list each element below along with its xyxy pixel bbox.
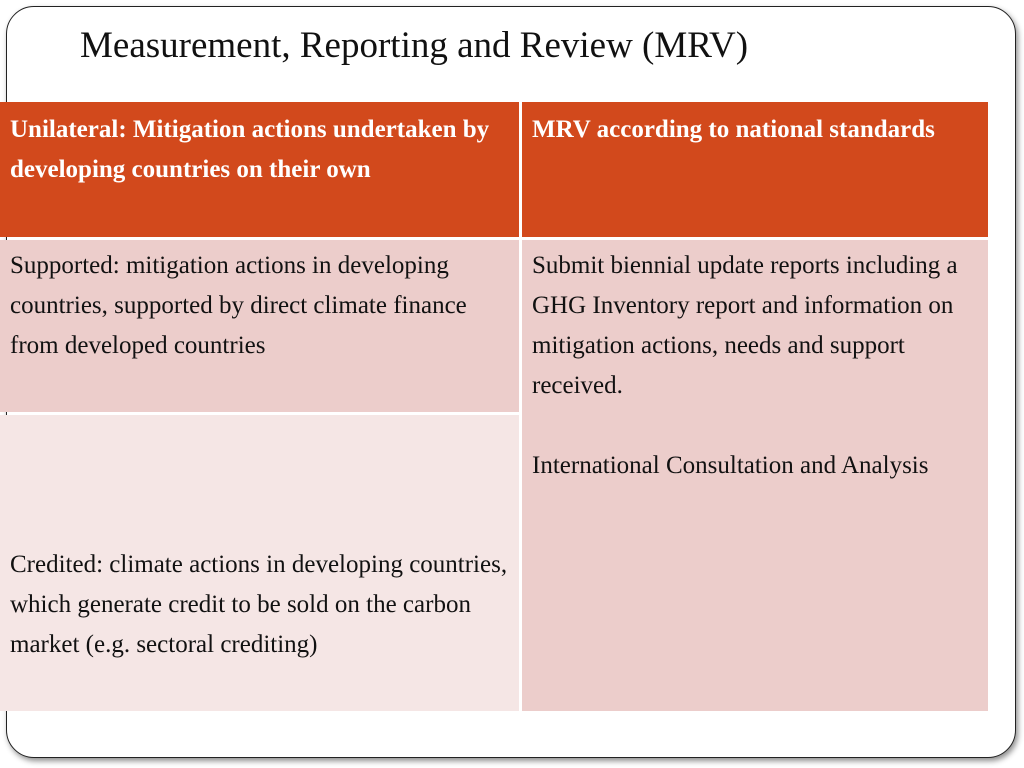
- mrv-biennial-reports-text: Submit biennial update reports including a GHG Inventory report and information on mitigation actions, needs and support received.: [532, 252, 958, 399]
- slide-title: Measurement, Reporting and Review (MRV): [80, 25, 749, 66]
- table-header-mrv-standards: MRV according to national standards: [522, 102, 988, 237]
- mrv-ica-text: International Consultation and Analysis: [532, 452, 929, 479]
- paragraph-gap: [532, 406, 978, 446]
- table-cell-mrv-requirements: [522, 240, 988, 711]
- table-header-unilateral: Unilateral: Mitigation actions undertaken by developing countries on their own: [0, 102, 519, 237]
- table-cell-credited: Credited: climate actions in developing countries, which generate credit to be sold on the carbon market (e.g. sectoral crediting): [0, 415, 519, 711]
- table-cell-supported: Supported: mitigation actions in developing countries, supported by direct climate finance from developed countries: [0, 240, 519, 412]
